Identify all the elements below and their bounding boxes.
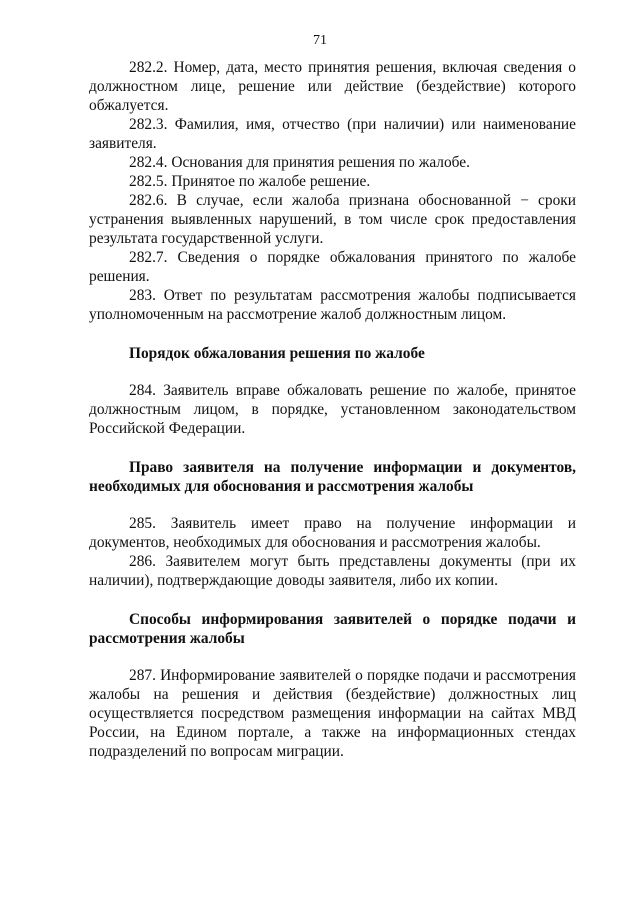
section-heading-right-to-info: Право заявителя на получение информации и документов, необходимых для обоснования и рассмотрения жалобы [89, 459, 576, 495]
paragraph-285: 285. Заявитель имеет право на получение информации и документов, необходимых для обоснования и рассмотрения жалобы. [89, 515, 576, 551]
paragraph-282-3: 282.3. Фамилия, имя, отчество (при наличии) или наименование заявителя. [89, 116, 576, 152]
paragraph-282-6: 282.6. В случае, если жалоба признана обоснованной − сроки устранения выявленных нарушений, в том числе срок предоставления результата государственной услуги. [89, 192, 576, 247]
document-body [89, 58, 576, 761]
paragraph-282-2: 282.2. Номер, дата, место принятия решения, включая сведения о должностном лице, решение или действие (бездействие) которого обжалуется. [89, 59, 576, 114]
paragraph-287: 287. Информирование заявителей о порядке подачи и рассмотрения жалобы на решения и действия (бездействие) должностных лиц осуществляется посредством размещения информации на сайтах МВД России, на Едином портале, а также на информационных стендах подразделений по вопросам миграции. [89, 667, 576, 760]
paragraph-286: 286. Заявителем могут быть представлены документы (при их наличии), подтверждающие доводы заявителя, либо их копии. [89, 553, 576, 589]
paragraph-282-7: 282.7. Сведения о порядке обжалования принятого по жалобе решения. [89, 249, 576, 285]
paragraph-282-5: 282.5. Принятое по жалобе решение. [129, 173, 371, 190]
paragraph-283: 283. Ответ по результатам рассмотрения жалобы подписывается уполномоченным на рассмотрение жалоб должностным лицом. [89, 287, 576, 323]
section-heading-informing-methods: Способы информирования заявителей о порядке подачи и рассмотрения жалобы [89, 611, 576, 647]
page-number: 71 [313, 33, 327, 48]
paragraph-282-4: 282.4. Основания для принятия решения по жалобе. [129, 154, 470, 171]
section-heading-appeal-order: Порядок обжалования решения по жалобе [129, 345, 425, 362]
paragraph-284: 284. Заявитель вправе обжаловать решение по жалобе, принятое должностным лицом, в порядке, установленном законодательством Российской Федерации. [89, 382, 576, 437]
